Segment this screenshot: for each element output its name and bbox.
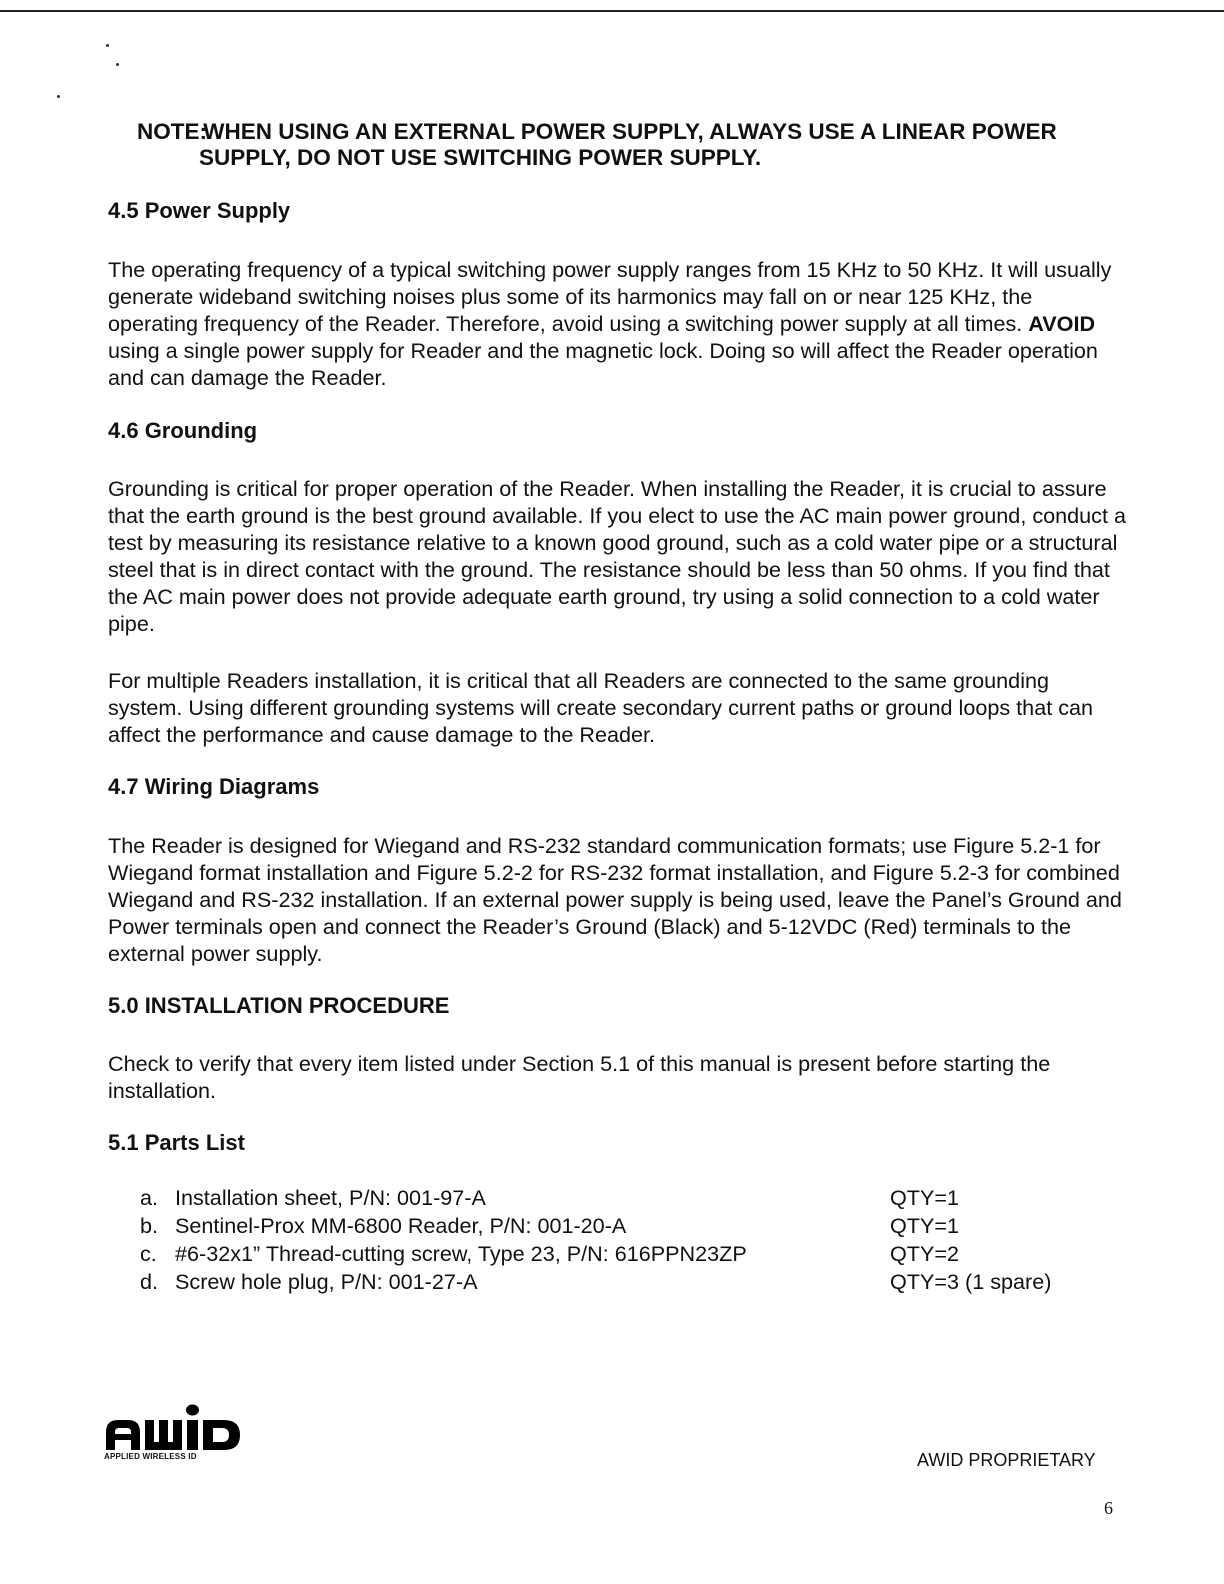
item-quantity: QTY=1	[890, 1185, 960, 1210]
scan-speck	[106, 44, 109, 47]
heading-5-0: 5.0 INSTALLATION PROCEDURE	[108, 993, 450, 1018]
item-description: Screw hole plug, P/N: 001-27-A	[175, 1269, 478, 1294]
item-quantity: QTY=2	[890, 1241, 960, 1266]
list-item	[108, 1268, 1128, 1296]
paragraph-wiring: The Reader is designed for Wiegand and RS-232 standard communication formats; use Figure 5.2-1 for Wiegand format installation and Figure 5.2-2 for RS-232 format installation, and Figure 5.2-3 for combined Wiegand and RS-232 installation. If an external power supply is being used, leave the Panel’s Ground and Power terminals open and connect the Reader’s Ground (Black) and 5-12VDC (Red) terminals to the external power supply.	[108, 833, 1122, 966]
paragraph-power-supply	[108, 256, 1128, 391]
heading-4-5: 4.5 Power Supply	[108, 198, 291, 223]
note-block	[137, 119, 1137, 171]
item-description: #6-32x1” Thread-cutting screw, Type 23, P/N: 616PPN23ZP	[175, 1241, 747, 1266]
logo-tagline: APPLIED WIRELESS ID	[104, 1452, 197, 1461]
page-number: 6	[1104, 1498, 1113, 1518]
scan-speck	[57, 95, 60, 98]
power-supply-text-a: The operating frequency of a typical switching power supply ranges from 15 KHz to 50 KHz. It will usually generate wideband switching noises plus some of its harmonics may fall on or near 125 KHz, the operating frequency of the Reader. Therefore, avoid using a switching power supply at all times.	[108, 257, 1112, 336]
item-letter: a.	[140, 1185, 159, 1210]
heading-4-7: 4.7 Wiring Diagrams	[108, 774, 320, 799]
item-description: Installation sheet, P/N: 001-97-A	[175, 1185, 486, 1210]
proprietary-label: AWID PROPRIETARY	[917, 1450, 1096, 1470]
list-item	[108, 1212, 1128, 1240]
item-letter: c.	[140, 1241, 157, 1266]
item-description: Sentinel-Prox MM-6800 Reader, P/N: 001-20-A	[175, 1213, 627, 1238]
paragraph-grounding-1: Grounding is critical for proper operation of the Reader. When installing the Reader, it is crucial to assure that the earth ground is the best ground available. If you elect to use the AC main power ground, conduct a test by measuring its resistance relative to a known good ground, such as a cold water pipe or a structural steel that is in direct contact with the ground. The resistance should be less than 50 ohms. If you find that the AC main power does not provide adequate earth ground, try using a solid connection to a cold water pipe.	[108, 476, 1126, 636]
scan-speck	[116, 63, 119, 66]
power-supply-text-b: using a single power supply for Reader and the magnetic lock. Doing so will affect the Reader operation and can damage the Reader.	[108, 338, 1098, 390]
item-quantity: QTY=1	[890, 1213, 960, 1238]
item-letter: d.	[140, 1269, 159, 1294]
awid-logo	[104, 1402, 274, 1472]
heading-4-6: 4.6 Grounding	[108, 418, 258, 443]
top-rule	[0, 10, 1224, 12]
parts-list	[108, 1184, 1128, 1296]
list-item	[108, 1240, 1128, 1268]
list-item	[108, 1184, 1128, 1212]
heading-5-1: 5.1 Parts List	[108, 1130, 245, 1155]
note-line-1: WHEN USING AN EXTERNAL POWER SUPPLY, ALWAYS USE A LINEAR POWER	[203, 119, 1057, 144]
item-letter: b.	[140, 1213, 159, 1238]
note-line-2: SUPPLY, DO NOT USE SWITCHING POWER SUPPLY.	[199, 145, 762, 170]
paragraph-grounding-2: For multiple Readers installation, it is critical that all Readers are connected to the same grounding system. Using different grounding systems will create secondary current paths or ground loops that can affect the performance and cause damage to the Reader.	[108, 668, 1094, 747]
paragraph-installation: Check to verify that every item listed under Section 5.1 of this manual is present before starting the installation.	[108, 1051, 1051, 1103]
avoid-emphasis: AVOID	[1028, 311, 1096, 336]
note-label: NOTE:	[137, 119, 207, 144]
item-quantity: QTY=3 (1 spare)	[890, 1269, 1052, 1294]
